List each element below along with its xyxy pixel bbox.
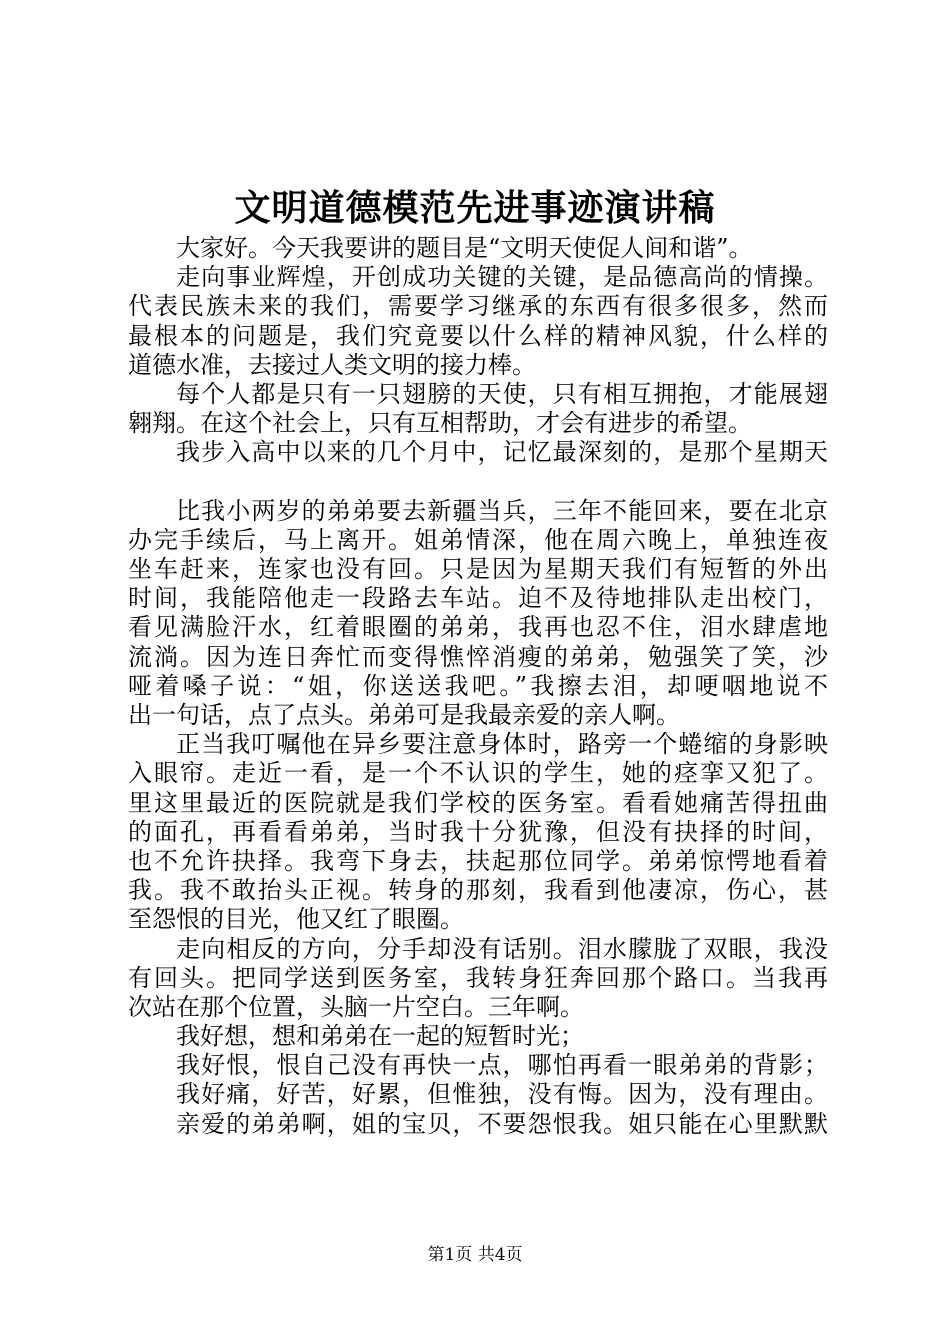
paragraph-line: 翱翔。在这个社会上，只有互相帮助，才会有进步的希望。: [128, 409, 752, 438]
paragraph-line: 有回头。把同学送到医务室，我转身狂奔回那个路口。当我再: [128, 963, 828, 992]
paragraph-gap: [128, 468, 828, 497]
paragraph-line: 入眼帘。走近一看，是一个不认识的学生，她的痉挛又犯了。: [128, 759, 828, 788]
paragraph-line: 也不允许抉择。我弯下身去，扶起那位同学。弟弟惊愕地看着: [128, 846, 828, 875]
paragraph-line: 走向相反的方向，分手却没有话别。泪水朦胧了双眼，我没: [176, 934, 828, 963]
paragraph-line: 大家好。今天我要讲的题目是“文明天使促人间和谐”。: [176, 234, 753, 262]
paragraph-line: 道德水准，去接过人类文明的接力棒。: [128, 350, 536, 379]
paragraph-line: 看见满脸汗水，红着眼圈的弟弟，我再也忍不住，泪水肆虐地: [128, 613, 828, 642]
paragraph-line: 比我小两岁的弟弟要去新疆当兵，三年不能回来，要在北京: [176, 496, 828, 525]
paragraph-line: 哑着嗓子说：“姐，你送送我吧。”我擦去泪，却哽咽地说不: [128, 671, 828, 700]
paragraph-line: 办完手续后，马上离开。姐弟情深，他在周六晚上，单独连夜: [128, 525, 828, 554]
document-body: [128, 234, 828, 1139]
paragraph-line: 最根本的问题是，我们究竟要以什么样的精神风貌，什么样的: [128, 321, 828, 350]
paragraph-line: 正当我叮嘱他在异乡要注意身体时，路旁一个蜷缩的身影映: [176, 730, 828, 759]
paragraph-line: 出一句话，点了点头。弟弟可是我最亲爱的亲人啊。: [128, 701, 680, 729]
page-number-footer: 第1页 共4页: [427, 1245, 523, 1265]
paragraph-line: 每个人都是只有一只翅膀的天使，只有相互拥抱，才能展翅: [176, 379, 828, 408]
paragraph-line: 我步入高中以来的几个月中，记忆最深刻的，是那个星期天: [176, 438, 828, 467]
paragraph-line: 时间，我能陪他走一段路去车站。迫不及待地排队走出校门，: [128, 584, 828, 613]
paragraph-line: 的面孔，再看看弟弟，当时我十分犹豫，但没有抉择的时间，: [128, 817, 828, 846]
paragraph-line: 我好恨，恨自己没有再快一点，哪怕再看一眼弟弟的背影；: [176, 1051, 828, 1080]
paragraph-line: 我好痛，好苦，好累，但惟独，没有悔。因为，没有理由。: [176, 1080, 828, 1109]
paragraph-line: 亲爱的弟弟啊，姐的宝贝，不要怨恨我。姐只能在心里默默: [176, 1109, 828, 1138]
paragraph-line: 我好想，想和弟弟在一起的短暂时光；: [176, 1022, 584, 1051]
document-title: 文明道德模范先进事迹演讲稿: [234, 187, 716, 229]
paragraph-line: 走向事业辉煌，开创成功关键的关键，是品德高尚的情操。: [176, 263, 828, 292]
paragraph-line: 至怨恨的目光，他又红了眼圈。: [128, 905, 464, 934]
paragraph-line: 次站在那个位置，头脑一片空白。三年啊。: [128, 992, 584, 1021]
paragraph-line: 流淌。因为连日奔忙而变得憔悴消瘦的弟弟，勉强笑了笑，沙: [128, 642, 828, 671]
paragraph-line: 我。我不敢抬头正视。转身的那刻，我看到他凄凉，伤心，甚: [128, 876, 828, 905]
paragraph-line: 代表民族未来的我们，需要学习继承的东西有很多很多，然而: [128, 292, 828, 321]
paragraph-line: 里这里最近的医院就是我们学校的医务室。看看她痛苦得扭曲: [128, 788, 828, 817]
paragraph-line: 坐车赶来，连家也没有回。只是因为星期天我们有短暂的外出: [128, 555, 828, 584]
